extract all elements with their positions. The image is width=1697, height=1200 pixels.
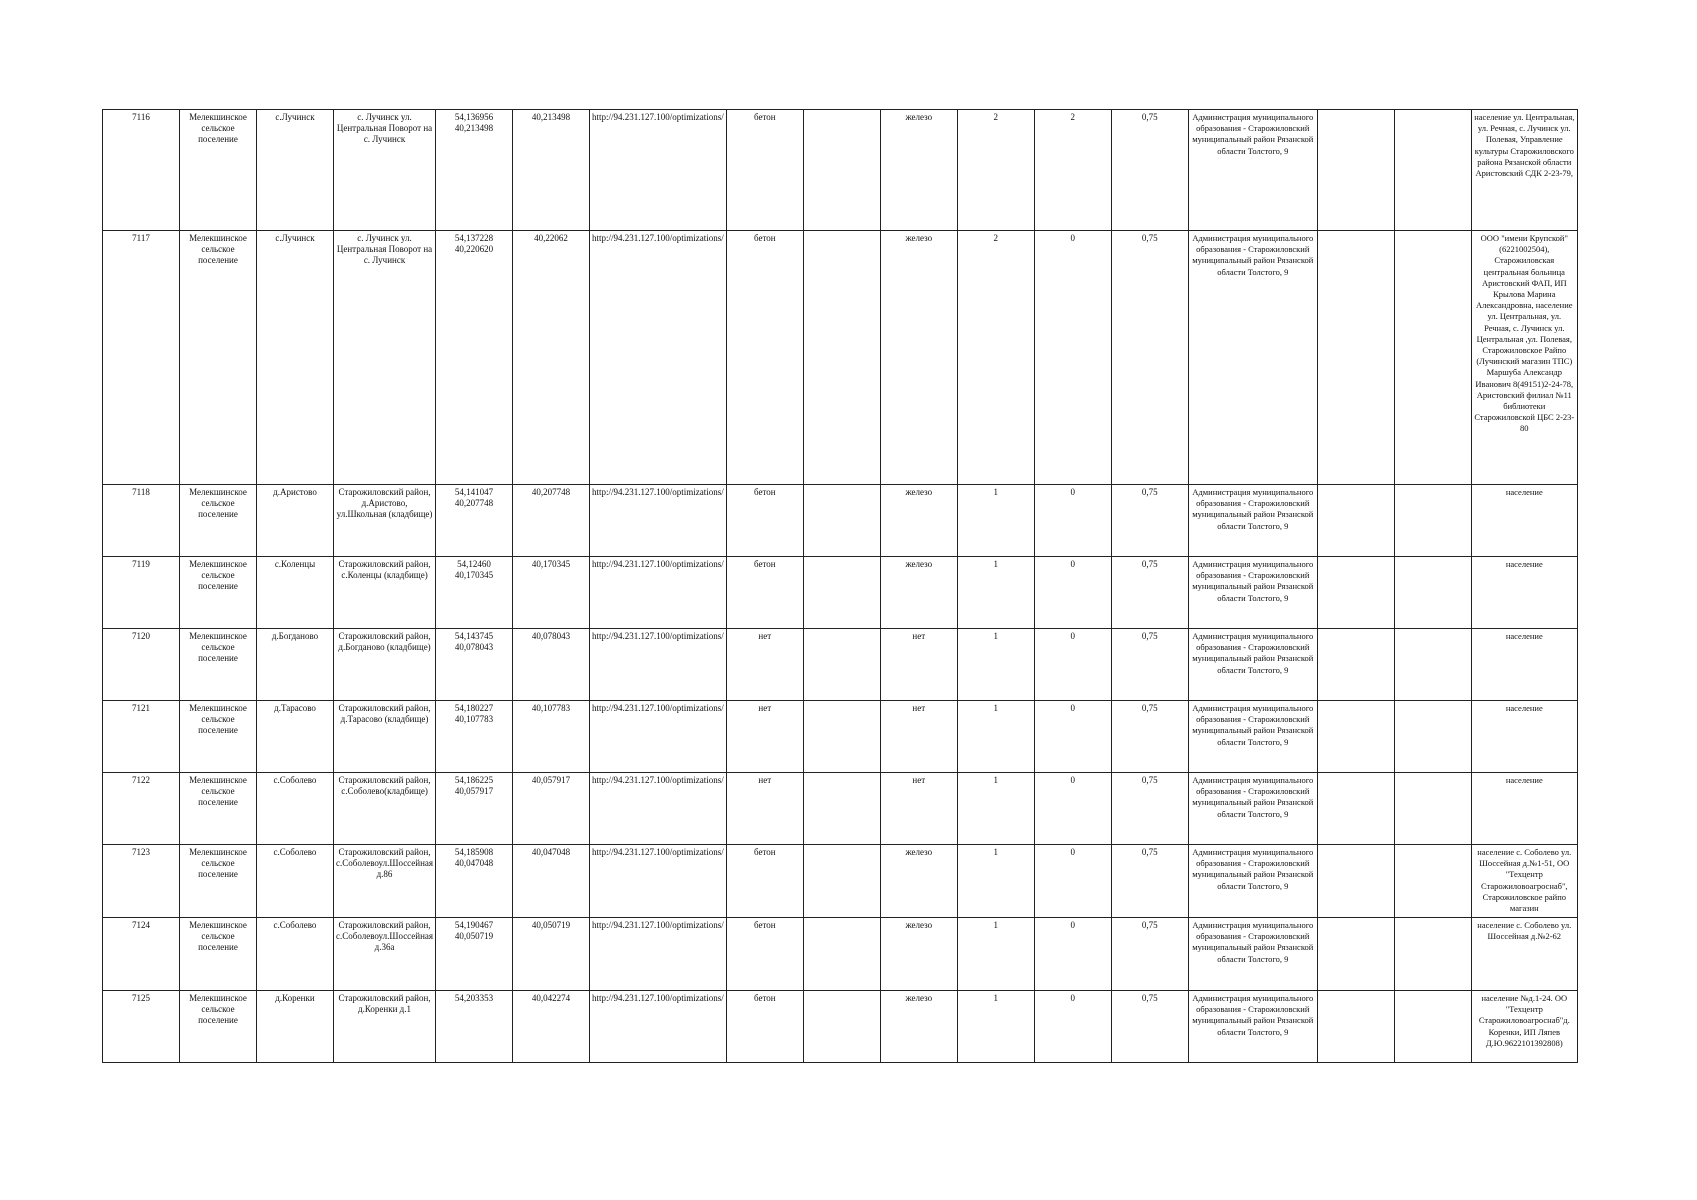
table-row — [103, 110, 1578, 231]
cell-locality: д.Тарасово — [257, 701, 334, 773]
cell-empty — [1317, 918, 1394, 991]
cell-settlement: Мелекшинское сельское поселение — [180, 629, 257, 701]
table-row — [103, 629, 1578, 701]
cell-planned: 0 — [1034, 991, 1111, 1063]
cell-containers: 1 — [957, 991, 1034, 1063]
cell-id: 7124 — [103, 918, 180, 991]
cell-empty — [803, 773, 880, 845]
cell-settlement: Мелекшинское сельское поселение — [180, 110, 257, 231]
cell-containers: 2 — [957, 110, 1034, 231]
cell-address: Старожиловский район, с.Соболевоул.Шоссейная д.86 — [334, 845, 436, 918]
cell-sources: население — [1471, 485, 1577, 557]
table-body — [103, 110, 1578, 1063]
cell-longitude: 40,042274 — [513, 991, 590, 1063]
cell-sources: население ул. Центральная, ул. Речная, с. Лучинск ул. Полевая, Управление культуры Старожиловского района Рязанской области Аристовский СДК 2-23-79, — [1471, 110, 1577, 231]
cell-surface: нет — [726, 701, 803, 773]
cell-volume: 0,75 — [1111, 485, 1188, 557]
cell-surface: бетон — [726, 231, 803, 485]
cell-id: 7121 — [103, 701, 180, 773]
cell-id: 7122 — [103, 773, 180, 845]
cell-planned: 0 — [1034, 773, 1111, 845]
cell-owner: Администрация муниципального образования - Старожиловский муниципальный район Рязанской области Толстого, 9 — [1188, 773, 1317, 845]
cell-surface: бетон — [726, 485, 803, 557]
cell-owner: Администрация муниципального образования - Старожиловский муниципальный район Рязанской области Толстого, 9 — [1188, 629, 1317, 701]
cell-empty — [1394, 701, 1471, 773]
table-row — [103, 701, 1578, 773]
table-row — [103, 918, 1578, 991]
cell-sources: население — [1471, 773, 1577, 845]
table-row — [103, 845, 1578, 918]
cell-fence: нет — [880, 773, 957, 845]
cell-empty — [803, 845, 880, 918]
cell-surface: нет — [726, 629, 803, 701]
cell-id: 7123 — [103, 845, 180, 918]
cell-empty — [803, 918, 880, 991]
cell-coords: 54,180227 40,107783 — [436, 701, 513, 773]
cell-url: http://94.231.127.100/optimizations/ — [590, 845, 727, 918]
cell-volume: 0,75 — [1111, 629, 1188, 701]
cell-address: Старожиловский район, д.Аристово, ул.Школьная (кладбище) — [334, 485, 436, 557]
cell-locality: д.Коренки — [257, 991, 334, 1063]
registry-table — [102, 109, 1578, 1063]
cell-owner: Администрация муниципального образования - Старожиловский муниципальный район Рязанской области Толстого, 9 — [1188, 701, 1317, 773]
cell-coords: 54,186225 40,057917 — [436, 773, 513, 845]
cell-coords: 54,12460 40,170345 — [436, 557, 513, 629]
cell-sources: население — [1471, 701, 1577, 773]
cell-empty — [1317, 845, 1394, 918]
cell-owner: Администрация муниципального образования - Старожиловский муниципальный район Рязанской области Толстого, 9 — [1188, 110, 1317, 231]
cell-surface: бетон — [726, 110, 803, 231]
cell-settlement: Мелекшинское сельское поселение — [180, 485, 257, 557]
cell-fence: железо — [880, 991, 957, 1063]
cell-planned: 2 — [1034, 110, 1111, 231]
cell-fence: нет — [880, 701, 957, 773]
cell-surface: бетон — [726, 557, 803, 629]
cell-url: http://94.231.127.100/optimizations/ — [590, 485, 727, 557]
cell-planned: 0 — [1034, 231, 1111, 485]
cell-fence: железо — [880, 918, 957, 991]
cell-empty — [803, 629, 880, 701]
cell-url: http://94.231.127.100/optimizations/ — [590, 557, 727, 629]
table-row — [103, 231, 1578, 485]
cell-settlement: Мелекшинское сельское поселение — [180, 701, 257, 773]
cell-coords: 54,190467 40,050719 — [436, 918, 513, 991]
cell-volume: 0,75 — [1111, 918, 1188, 991]
cell-containers: 2 — [957, 231, 1034, 485]
cell-empty — [1394, 231, 1471, 485]
cell-coords: 54,137228 40,220620 — [436, 231, 513, 485]
cell-containers: 1 — [957, 918, 1034, 991]
cell-planned: 0 — [1034, 918, 1111, 991]
cell-surface: бетон — [726, 918, 803, 991]
cell-address: Старожиловский район, с.Соболево(кладбище) — [334, 773, 436, 845]
cell-planned: 0 — [1034, 701, 1111, 773]
cell-fence: железо — [880, 231, 957, 485]
cell-locality: с.Коленцы — [257, 557, 334, 629]
cell-fence: железо — [880, 110, 957, 231]
cell-locality: с.Лучинск — [257, 110, 334, 231]
cell-coords: 54,143745 40,078043 — [436, 629, 513, 701]
cell-longitude: 40,057917 — [513, 773, 590, 845]
cell-url: http://94.231.127.100/optimizations/ — [590, 629, 727, 701]
cell-empty — [803, 557, 880, 629]
cell-longitude: 40,213498 — [513, 110, 590, 231]
cell-owner: Администрация муниципального образования - Старожиловский муниципальный район Рязанской области Толстого, 9 — [1188, 231, 1317, 485]
table-row — [103, 557, 1578, 629]
cell-empty — [1317, 629, 1394, 701]
cell-url: http://94.231.127.100/optimizations/ — [590, 991, 727, 1063]
cell-locality: с.Лучинск — [257, 231, 334, 485]
cell-longitude: 40,107783 — [513, 701, 590, 773]
cell-empty — [1317, 991, 1394, 1063]
cell-url: http://94.231.127.100/optimizations/ — [590, 110, 727, 231]
cell-settlement: Мелекшинское сельское поселение — [180, 773, 257, 845]
cell-volume: 0,75 — [1111, 701, 1188, 773]
cell-sources: население — [1471, 557, 1577, 629]
cell-empty — [803, 110, 880, 231]
cell-empty — [1394, 845, 1471, 918]
cell-planned: 0 — [1034, 845, 1111, 918]
cell-containers: 1 — [957, 557, 1034, 629]
cell-sources: население с. Соболево ул. Шоссейная д.№1-51, ОО "Техцентр Старожиловоагроснаб", Старожиловское райпо магазин — [1471, 845, 1577, 918]
cell-volume: 0,75 — [1111, 110, 1188, 231]
table-row — [103, 991, 1578, 1063]
cell-settlement: Мелекшинское сельское поселение — [180, 557, 257, 629]
cell-longitude: 40,170345 — [513, 557, 590, 629]
cell-owner: Администрация муниципального образования - Старожиловский муниципальный район Рязанской области Толстого, 9 — [1188, 845, 1317, 918]
cell-fence: железо — [880, 485, 957, 557]
cell-address: Старожиловский район, д.Богданово (кладбище) — [334, 629, 436, 701]
cell-volume: 0,75 — [1111, 991, 1188, 1063]
cell-empty — [1317, 773, 1394, 845]
cell-coords: 54,203353 — [436, 991, 513, 1063]
cell-address: с. Лучинск ул. Центральная Поворот на с. Лучинск — [334, 231, 436, 485]
cell-containers: 1 — [957, 485, 1034, 557]
cell-owner: Администрация муниципального образования - Старожиловский муниципальный район Рязанской области Толстого, 9 — [1188, 918, 1317, 991]
cell-url: http://94.231.127.100/optimizations/ — [590, 918, 727, 991]
cell-empty — [1394, 485, 1471, 557]
cell-volume: 0,75 — [1111, 773, 1188, 845]
cell-coords: 54,141047 40,207748 — [436, 485, 513, 557]
cell-containers: 1 — [957, 701, 1034, 773]
cell-empty — [1394, 629, 1471, 701]
cell-coords: 54,136956 40,213498 — [436, 110, 513, 231]
cell-settlement: Мелекшинское сельское поселение — [180, 918, 257, 991]
cell-address: Старожиловский район, д.Тарасово (кладбище) — [334, 701, 436, 773]
cell-longitude: 40,22062 — [513, 231, 590, 485]
cell-sources: население — [1471, 629, 1577, 701]
cell-empty — [1317, 231, 1394, 485]
cell-volume: 0,75 — [1111, 231, 1188, 485]
cell-settlement: Мелекшинское сельское поселение — [180, 991, 257, 1063]
cell-id: 7125 — [103, 991, 180, 1063]
cell-empty — [1317, 701, 1394, 773]
cell-surface: бетон — [726, 845, 803, 918]
cell-settlement: Мелекшинское сельское поселение — [180, 845, 257, 918]
cell-fence: железо — [880, 557, 957, 629]
cell-coords: 54,185908 40,047048 — [436, 845, 513, 918]
cell-owner: Администрация муниципального образования - Старожиловский муниципальный район Рязанской области Толстого, 9 — [1188, 485, 1317, 557]
cell-volume: 0,75 — [1111, 845, 1188, 918]
cell-empty — [1317, 110, 1394, 231]
cell-id: 7118 — [103, 485, 180, 557]
cell-url: http://94.231.127.100/optimizations/ — [590, 701, 727, 773]
cell-fence: железо — [880, 845, 957, 918]
cell-containers: 1 — [957, 629, 1034, 701]
cell-planned: 0 — [1034, 629, 1111, 701]
cell-address: Старожиловский район, с.Коленцы (кладбище) — [334, 557, 436, 629]
cell-longitude: 40,207748 — [513, 485, 590, 557]
cell-address: с. Лучинск ул. Центральная Поворот на с. Лучинск — [334, 110, 436, 231]
cell-sources: население №д.1-24. ОО "Техцентр Старожиловоагроснаб"д. Коренки, ИП Ляпев Д.Ю.9622101392808) — [1471, 991, 1577, 1063]
cell-owner: Администрация муниципального образования - Старожиловский муниципальный район Рязанской области Толстого, 9 — [1188, 991, 1317, 1063]
cell-settlement: Мелекшинское сельское поселение — [180, 231, 257, 485]
cell-locality: с.Соболево — [257, 773, 334, 845]
cell-planned: 0 — [1034, 485, 1111, 557]
cell-longitude: 40,047048 — [513, 845, 590, 918]
cell-empty — [1317, 485, 1394, 557]
cell-sources: население с. Соболево ул. Шоссейная д.№2-62 — [1471, 918, 1577, 991]
cell-sources: ООО "имени Крупской" (6221002504), Старожиловская центральная больница Аристовский ФАП, ИП Крылова Марина Александровна, население ул. Центральная, ул. Речная, с. Лучинск ул. Центральная ,ул. Полевая, Старожиловское Райпо (Лучинский магазин ТПС) Маршуба Александр Иванович 8(49151)2-24-78, Аристовский филиал №11 библиотеки Старожиловской ЦБС 2-23-80 — [1471, 231, 1577, 485]
cell-empty — [803, 231, 880, 485]
table-row — [103, 773, 1578, 845]
cell-empty — [1394, 557, 1471, 629]
cell-empty — [803, 485, 880, 557]
cell-id: 7120 — [103, 629, 180, 701]
table-row — [103, 485, 1578, 557]
cell-containers: 1 — [957, 845, 1034, 918]
cell-empty — [1394, 773, 1471, 845]
cell-id: 7117 — [103, 231, 180, 485]
cell-address: Старожиловский район, д.Коренки д.1 — [334, 991, 436, 1063]
cell-id: 7119 — [103, 557, 180, 629]
cell-longitude: 40,050719 — [513, 918, 590, 991]
cell-locality: с.Соболево — [257, 918, 334, 991]
cell-empty — [1394, 991, 1471, 1063]
cell-address: Старожиловский район, с.Соболевоул.Шоссейная д.36а — [334, 918, 436, 991]
cell-containers: 1 — [957, 773, 1034, 845]
cell-owner: Администрация муниципального образования - Старожиловский муниципальный район Рязанской области Толстого, 9 — [1188, 557, 1317, 629]
cell-locality: д.Богданово — [257, 629, 334, 701]
cell-empty — [803, 701, 880, 773]
cell-planned: 0 — [1034, 557, 1111, 629]
cell-longitude: 40,078043 — [513, 629, 590, 701]
cell-locality: с.Соболево — [257, 845, 334, 918]
cell-surface: нет — [726, 773, 803, 845]
cell-empty — [1317, 557, 1394, 629]
cell-empty — [1394, 918, 1471, 991]
cell-url: http://94.231.127.100/optimizations/ — [590, 231, 727, 485]
cell-id: 7116 — [103, 110, 180, 231]
cell-empty — [803, 991, 880, 1063]
cell-fence: нет — [880, 629, 957, 701]
cell-url: http://94.231.127.100/optimizations/ — [590, 773, 727, 845]
cell-volume: 0,75 — [1111, 557, 1188, 629]
cell-empty — [1394, 110, 1471, 231]
cell-surface: бетон — [726, 991, 803, 1063]
cell-locality: д.Аристово — [257, 485, 334, 557]
